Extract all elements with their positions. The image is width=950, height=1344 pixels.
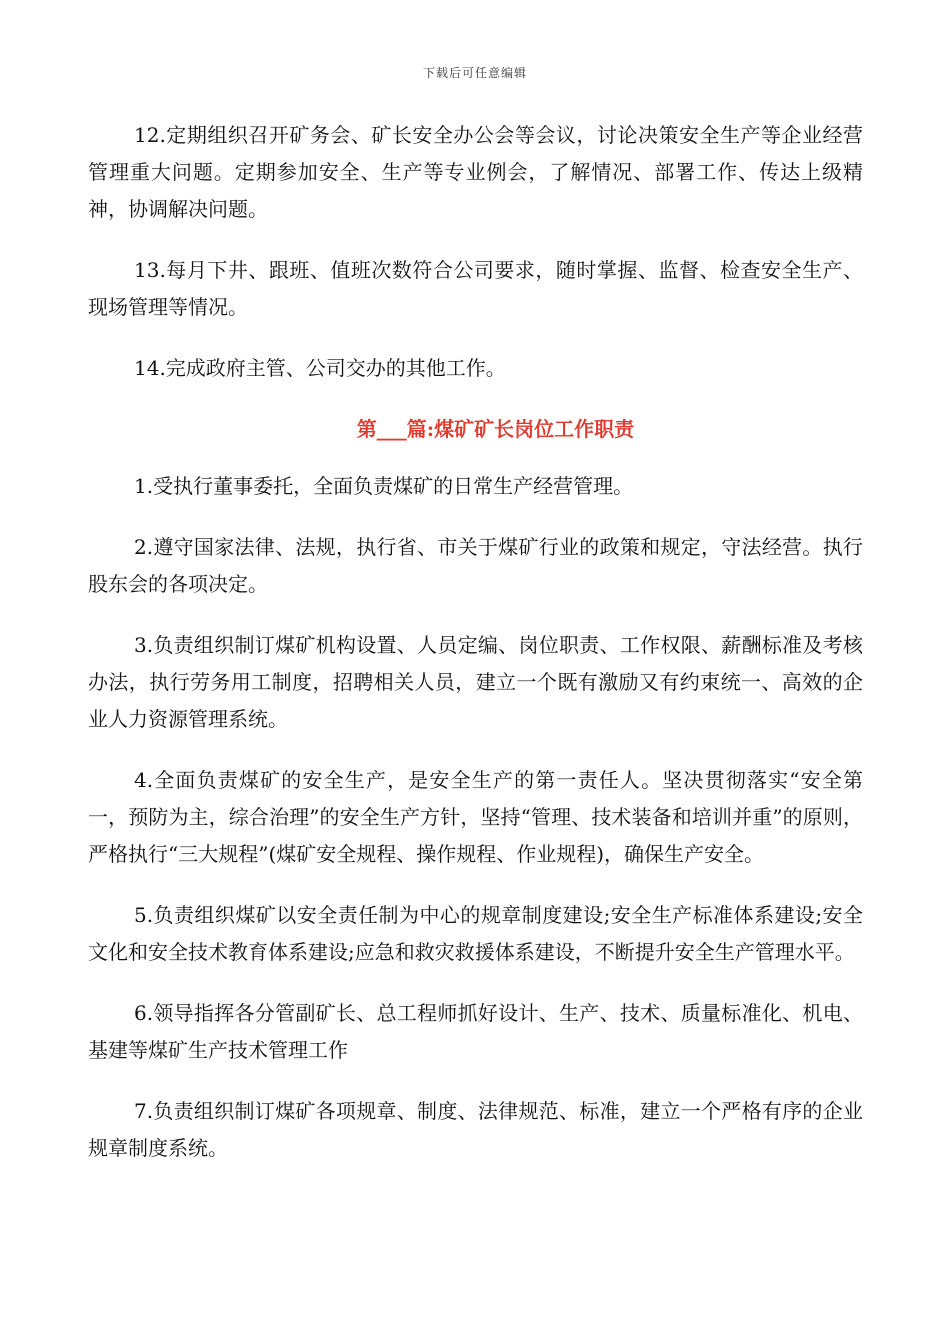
section-title: 第___篇:煤矿矿长岗位工作职责	[356, 417, 635, 441]
paragraph-7: 7.负责组织制订煤矿各项规章、制度、法律规范、标准，建立一个严格有序的企业规章制度系统。	[88, 1099, 863, 1160]
paragraph-3: 3.负责组织制订煤矿机构设置、人员定编、岗位职责、工作权限、薪酬标准及考核办法，执行劳务用工制度，招聘相关人员，建立一个既有激励又有约束统一、高效的企业人力资源管理系统。	[88, 633, 863, 731]
document-body	[88, 117, 863, 1191]
paragraph-5: 5.负责组织煤矿以安全责任制为中心的规章制度建设;安全生产标准体系建设;安全文化和安全技术教育体系建设;应急和救灾救援体系建设，不断提升安全生产管理水平。	[88, 903, 863, 964]
page-header: 下载后可任意编辑	[422, 66, 527, 80]
paragraph-13: 13.每月下井、跟班、值班次数符合公司要求，随时掌握、监督、检查安全生产、现场管理等情况。	[88, 258, 863, 319]
paragraph-14: 14.完成政府主管、公司交办的其他工作。	[134, 356, 506, 380]
paragraph-1: 1.受执行董事委托，全面负责煤矿的日常生产经营管理。	[134, 474, 634, 498]
paragraph-12: 12.定期组织召开矿务会、矿长安全办公会等会议，讨论决策安全生产等企业经营管理重大问题。定期参加安全、生产等专业例会，了解情况、部署工作、传达上级精神，协调解决问题。	[88, 123, 863, 221]
paragraph-6: 6.领导指挥各分管副矿长、总工程师抓好设计、生产、技术、质量标准化、机电、基建等煤矿生产技术管理工作	[88, 1001, 863, 1062]
paragraph-2: 2.遵守国家法律、法规，执行省、市关于煤矿行业的政策和规定，守法经营。执行股东会的各项决定。	[88, 535, 863, 596]
paragraph-4: 4.全面负责煤矿的安全生产，是安全生产的第一责任人。坚决贯彻落实“安全第一，预防为主，综合治理”的安全生产方针，坚持“管理、技术装备和培训并重”的原则，严格执行“三大规程”(煤矿安全规程、操作规程、作业规程)，确保生产安全。	[88, 768, 863, 866]
